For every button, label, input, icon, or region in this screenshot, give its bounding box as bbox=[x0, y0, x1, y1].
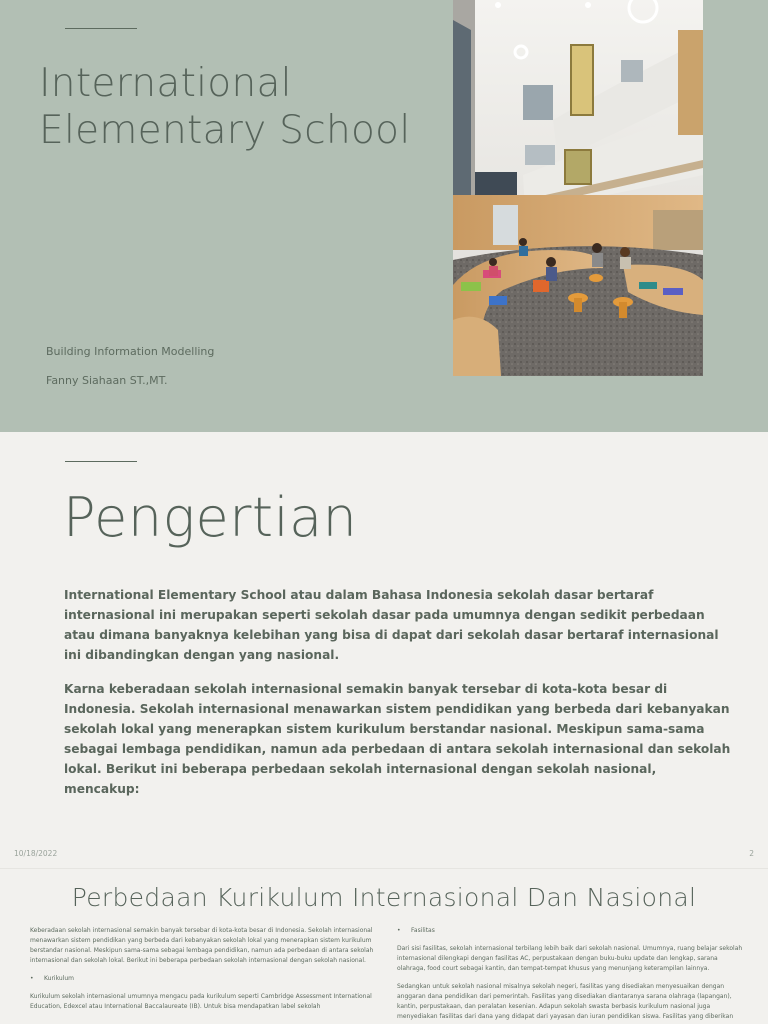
title-line-1: International bbox=[39, 61, 292, 106]
slide-title bbox=[39, 60, 459, 154]
left-column bbox=[30, 926, 375, 1020]
bullet-label: Kurikulum bbox=[44, 975, 74, 982]
curriculum-slide bbox=[0, 868, 768, 1024]
body-paragraph-2: Karna keberadaan sekolah internasional semakin banyak tersebar di kota-kota besar di Indonesia. Sekolah internasional menawarkan sistem pendidikan yang berbeda dari kebanyakan sekolah lokal yang menerapkan sistem kurikulum berstandar nasional. Meskipun sama-sama sebagai lembaga pendidikan, namun ada perbedaan di antara sekolah internasional dan sekolah lokal. Berikut ini beberapa perbedaan sekolah internasional dengan sekolah nasional, mencakup: bbox=[64, 682, 731, 796]
slide-title: Perbedaan Kurikulum Internasional Dan Nasional bbox=[71, 883, 697, 912]
bullet-label: Fasilitas bbox=[411, 927, 435, 934]
slide-body bbox=[64, 585, 734, 799]
bullet-dot-icon: • bbox=[30, 975, 34, 982]
title-rule bbox=[65, 28, 137, 29]
bullet-fasilitas bbox=[397, 926, 747, 936]
bullet-dot-icon: • bbox=[397, 927, 401, 934]
school-atrium-photo bbox=[453, 0, 703, 376]
left-intro-text: Keberadaan sekolah internasional semakin banyak tersebar di kota-kota besar di Indonesia. Sekolah internasional menawarkan sistem pendidikan yang berbeda dari kebanyakan sekolah lokal yang menerapkan sistem kurikulum berstandar nasional. Meskipun sama-sama sebagai lembaga pendidikan, namun ada perbedaan di antara sekolah internasional dan sekolah lokal. Berikut ini beberapa perbedaan sekolah internasional dengan sekolah nasional. bbox=[30, 927, 374, 964]
definition-slide bbox=[0, 432, 768, 864]
course-subtitle: Building Information Modelling bbox=[46, 345, 215, 358]
title-line-2: Elementary School bbox=[39, 108, 411, 153]
right-body-text-2: Sedangkan untuk sekolah nasional misalnya sekolah negeri, fasilitas yang disediakan menyesuaikan dengan anggaran dana pendidikan dari pemerintah. Fasilitas yang disediakan diantaranya sarana olahraga (lapangan), kantin, perpustakaan, dan peralatan kesenian. Adapun sekolah swasta berbasis kurikulum nasional juga menyediakan fasilitas dari dana yang didapat dari yayasan dan iuran pendidikan siswa. Fasilitas yang diberikan bbox=[397, 983, 734, 1020]
left-body-text: Kurikulum sekolah internasional umumnya mengacu pada kurikulum seperti Cambridge Assessment International Education, Edexcel atau International Baccalaureate (IB). Untuk bisa mendapatkan label sekolah bbox=[30, 993, 372, 1010]
bullet-kurikulum bbox=[30, 974, 375, 984]
title-rule bbox=[65, 461, 137, 462]
title-slide bbox=[0, 0, 768, 432]
footer-page-number: 2 bbox=[749, 849, 754, 858]
author-name: Fanny Siahaan ST.,MT. bbox=[46, 374, 168, 387]
footer-date: 10/18/2022 bbox=[14, 849, 58, 858]
slide-title: Pengertian bbox=[63, 486, 358, 549]
right-body-text-1: Dari sisi fasilitas, sekolah internasional terbilang lebih baik dari sekolah nasional. Umumnya, ruang belajar sekolah internasional dilengkapi dengan fasilitas AC, perpustakaan dengan buku-buku update dan lengkap, sarana olahraga, food court sebagai kantin, dan tempat-tempat khusus yang menunjang keterampilan lainnya. bbox=[397, 945, 743, 972]
right-column bbox=[397, 926, 747, 1024]
body-paragraph-1: International Elementary School atau dalam Bahasa Indonesia sekolah dasar bertaraf internasional ini merupakan seperti sekolah dasar pada umumnya dengan sedikit perbedaan atau dimana banyaknya kelebihan yang bisa di dapat dari sekolah dasar bertaraf internasional ini dibandingkan dengan yang nasional. bbox=[64, 588, 719, 662]
